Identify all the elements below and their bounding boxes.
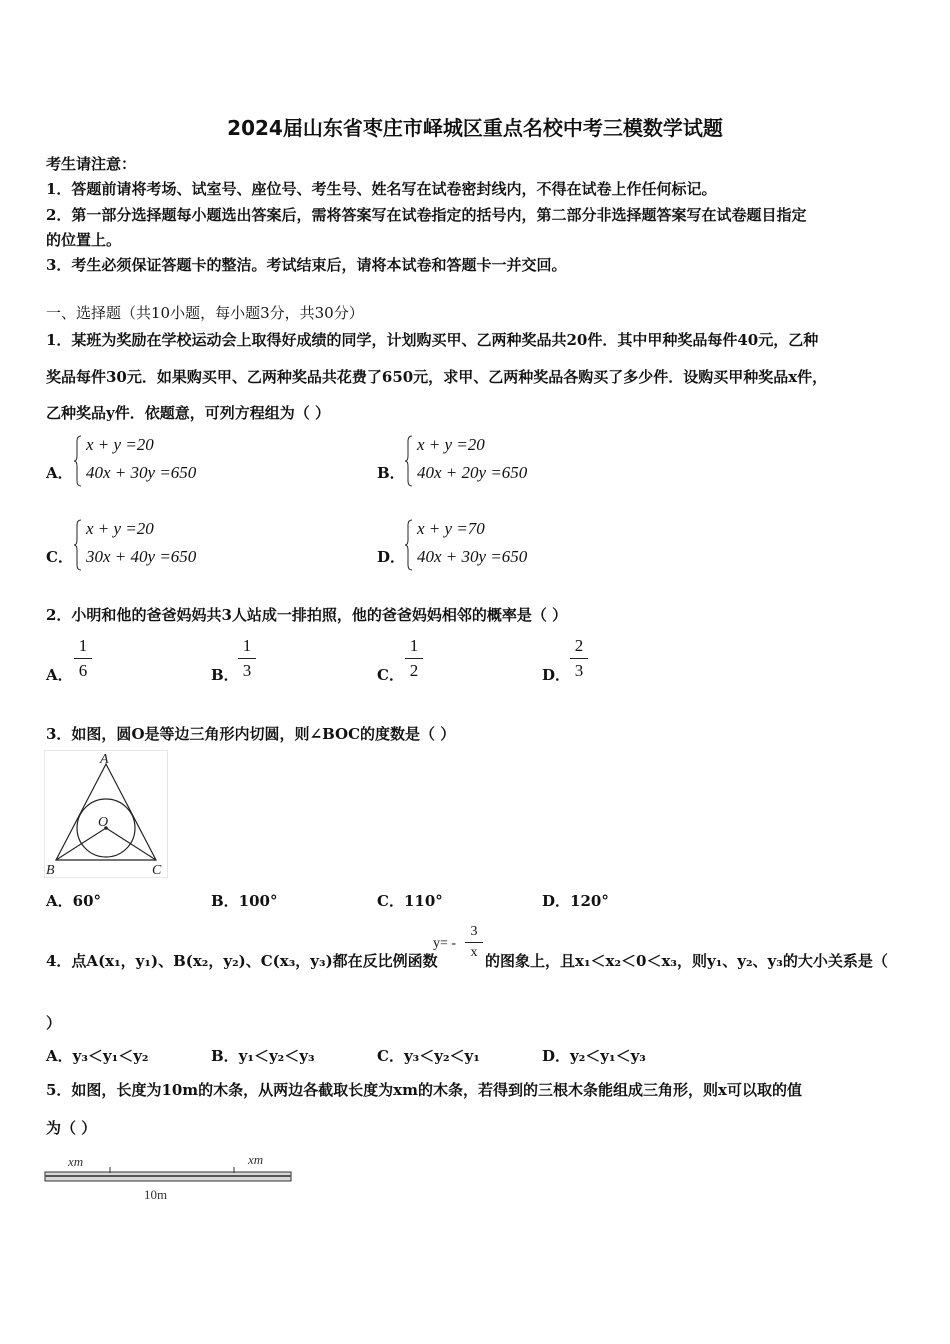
fraction-d bbox=[570, 636, 588, 681]
option-label: D． bbox=[377, 548, 406, 566]
fraction-denominator: x bbox=[470, 945, 478, 960]
question-1-text: 奖品每件30元．如果购买甲、乙两种奖品共花费了650元，求甲、乙两种奖品各购买了多少件．设购买甲种奖品x件， bbox=[46, 368, 828, 386]
vertex-label-c: C bbox=[152, 863, 162, 878]
fraction-numerator: 2 bbox=[574, 636, 584, 655]
fraction-b bbox=[238, 636, 256, 681]
fraction-a bbox=[74, 636, 92, 681]
fraction-denominator: 6 bbox=[78, 661, 88, 680]
fraction-numerator: 1 bbox=[78, 636, 88, 655]
option: C．110° bbox=[377, 892, 443, 910]
brace-icon bbox=[405, 519, 413, 571]
function-fraction bbox=[465, 924, 483, 961]
equation-line: x + y =20 bbox=[86, 519, 154, 538]
option: B．100° bbox=[211, 892, 278, 910]
page-title: 2024届山东省枣庄市峄城区重点名校中考三模数学试题 bbox=[227, 116, 723, 140]
section-heading: 一、选择题（共10小题，每小题3分，共30分） bbox=[46, 304, 364, 322]
fraction-denominator: 3 bbox=[574, 661, 584, 680]
triangle-incircle-figure bbox=[44, 750, 168, 878]
option: A．y₃＜y₁＜y₂ bbox=[46, 1047, 149, 1065]
triangle-shape bbox=[56, 764, 156, 860]
option-label: C． bbox=[46, 548, 73, 566]
option: A．60° bbox=[46, 892, 102, 910]
vertex-label-a: A bbox=[100, 752, 109, 767]
equation-system-a bbox=[74, 435, 234, 491]
question-1-text: 1．某班为奖励在学校运动会上取得好成绩的同学，计划购买甲、乙两种奖品共20件．其中甲种奖品每件40元，乙种 bbox=[46, 331, 819, 349]
brace-icon bbox=[74, 435, 82, 487]
equation-line: 40x + 20y =650 bbox=[417, 463, 528, 482]
option: D．120° bbox=[542, 892, 609, 910]
equation-line: 30x + 40y =650 bbox=[86, 547, 197, 566]
notice-item: 1．答题前请将考场、试室号、座位号、考生号、姓名写在试卷密封线内，不得在试卷上作任何标记。 bbox=[46, 180, 717, 198]
equation-line: x + y =20 bbox=[86, 435, 154, 454]
question-5-text: 为（ ） bbox=[46, 1119, 97, 1137]
option-label: D． bbox=[542, 666, 571, 684]
fraction-denominator: 3 bbox=[242, 661, 252, 680]
option: C．y₃＜y₂＜y₁ bbox=[377, 1047, 480, 1065]
option: B．y₁＜y₂＜y₃ bbox=[211, 1047, 315, 1065]
notice-heading: 考生请注意： bbox=[46, 155, 137, 173]
question-1-text: 乙种奖品y件．依题意，可列方程组为（ ） bbox=[46, 404, 330, 422]
question-5-text: 5．如图，长度为10m的木条，从两边各截取长度为xm的木条，若得到的三根木条能组成三角形，则x可以取的值 bbox=[46, 1081, 802, 1099]
question-3-text: 3．如图，圆O是等边三角形内切圆，则∠BOC的度数是（ ） bbox=[46, 725, 456, 743]
option-label: B． bbox=[211, 666, 239, 684]
equation-system-d bbox=[405, 519, 565, 575]
question-4-text: 4．点A(x₁，y₁)、B(x₂，y₂)、C(x₃，y₃)都在反比例函数 bbox=[46, 952, 438, 970]
fraction-numerator: 3 bbox=[470, 924, 478, 939]
equation-line: 40x + 30y =650 bbox=[86, 463, 197, 482]
equation-system-c bbox=[74, 519, 234, 575]
question-4-text: 的图象上，且x₁＜x₂＜0＜x₃，则y₁、y₂、y₃的大小关系是（ bbox=[485, 952, 888, 970]
option-label: A． bbox=[46, 666, 73, 684]
brace-icon bbox=[405, 435, 413, 487]
option-label: B． bbox=[377, 464, 405, 482]
length-label: 10m bbox=[144, 1187, 168, 1202]
vertex-label-b: B bbox=[46, 863, 55, 878]
notice-item: 的位置上。 bbox=[46, 231, 122, 249]
wood-strip-figure bbox=[44, 1150, 294, 1206]
equation-line: x + y =20 bbox=[417, 435, 485, 454]
notice-item: 3．考生必须保证答题卡的整洁。考试结束后，请将本试卷和答题卡一并交回。 bbox=[46, 256, 567, 274]
equation-line: 40x + 30y =650 bbox=[417, 547, 528, 566]
center-label-o: O bbox=[98, 815, 109, 830]
fraction-numerator: 1 bbox=[242, 636, 252, 655]
option-label: C． bbox=[377, 666, 404, 684]
equation-line: x + y =70 bbox=[417, 519, 485, 538]
fraction-c bbox=[405, 636, 423, 681]
question-4-close: ） bbox=[46, 1014, 62, 1032]
fraction-denominator: 2 bbox=[409, 661, 419, 680]
brace-icon bbox=[74, 519, 82, 571]
notice-item: 2．第一部分选择题每小题选出答案后，需将答案写在试卷指定的括号内，第二部分非选择题答案写在试卷题目指定 bbox=[46, 206, 807, 224]
question-2-text: 2．小明和他的爸爸妈妈共3人站成一排拍照，他的爸爸妈妈相邻的概率是（ ） bbox=[46, 606, 568, 624]
segment-label-right: xm bbox=[248, 1152, 264, 1167]
option-label: A． bbox=[46, 464, 73, 482]
option: D．y₂＜y₁＜y₃ bbox=[542, 1047, 646, 1065]
equation-system-b bbox=[405, 435, 565, 491]
function-lhs: y= - bbox=[433, 936, 457, 951]
segment-label-left: xm bbox=[68, 1154, 84, 1169]
fraction-numerator: 1 bbox=[409, 636, 419, 655]
